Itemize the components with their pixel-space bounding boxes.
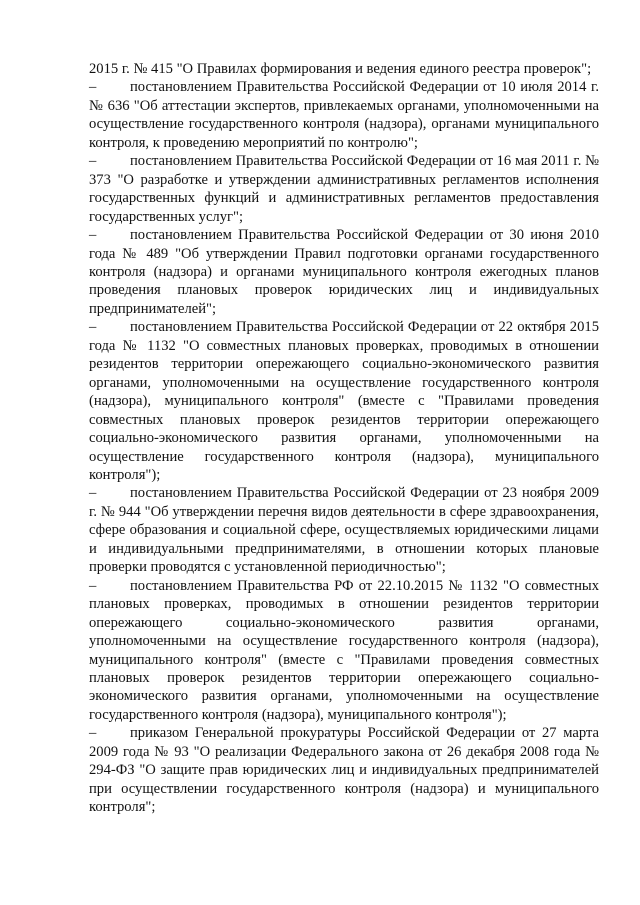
dash-marker: – [89,79,97,96]
list-item-text: постановлением Правительства Российской Федерации от 30 июня 2010 года № 489 "Об утверждении Правил подготовки органами государственного контроля (надзора) и органами муниципального контроля ежегодных планов проведения плановых проверок юридических лиц и индивидуальных предпринимателей"; [89,227,599,317]
list-item [89,78,599,152]
list-item [89,577,599,725]
dash-marker: – [89,227,97,244]
list-item-text: постановлением Правительства Российской Федерации от 10 июля 2014 г. № 636 "Об аттестации экспертов, привлекаемых органами, уполномоченными на осуществление государственного контроля (надзора), органами муниципального контроля, к проведению мероприятий по контролю"; [89,79,599,151]
list-item-text: приказом Генеральной прокуратуры Российской Федерации от 27 марта 2009 года № 93 "О реализации Федерального закона от 26 декабря 2008 года № 294-ФЗ "О защите прав юридических лиц и индивидуальных предпринимателей при осуществлении государственного контроля (надзора) и муниципального контроля"; [89,725,599,816]
list-item [89,152,599,226]
dash-marker: – [89,153,97,170]
lead-paragraph: 2015 г. № 415 "О Правилах формирования и ведения единого реестра проверок"; [89,61,592,77]
list-item-text: постановлением Правительства Российской Федерации от 16 мая 2011 г. № 373 "О разработке и утверждении административных регламентов исполнения государственных функций и административных регламентов предоставления государственных услуг"; [89,153,599,225]
dash-marker: – [89,725,97,742]
document-page [89,60,599,817]
list-item [89,318,599,484]
list-item [89,226,599,318]
list-item-text: постановлением Правительства Российской Федерации от 23 ноября 2009 г. № 944 "Об утверждении перечня видов деятельности в сфере здравоохранения, сфере образования и социальной сфере, осуществляемых юридическими лицами и индивидуальными предпринимателями, в отношении которых плановые проверки проводятся с установленной периодичностью"; [89,485,599,576]
dash-marker: – [89,485,97,502]
dash-marker: – [89,577,97,594]
list-item-text: постановлением Правительства РФ от 22.10.2015 № 1132 "О совместных плановых проверках, проводимых в отношении резидентов территории опережающего социально-экономического развития органами, уполномоченными на осуществление государственного контроля (надзора), муниципального контроля" (вместе с "Правилами проведения совместных плановых проверок резидентов территории опережающего социально-экономического развития органами, уполномоченными на осуществление государственного контроля (надзора), муниципального контроля"); [89,577,599,723]
list-item [89,724,599,816]
list-item-text: постановлением Правительства Российской Федерации от 22 октября 2015 года № 1132 "О совместных плановых проверках, проводимых в отношении резидентов территории опережающего социально-экономического развития органами, уполномоченными на осуществление государственного контроля (надзора), муниципального контроля" (вместе с "Правилами проведения совместных плановых проверок резидентов территории опережающего социально-экономического развития органами, уполномоченными на осуществление государственного контроля (надзора), муниципального контроля"); [89,319,599,483]
list-item [89,484,599,576]
dash-marker: – [89,319,97,336]
